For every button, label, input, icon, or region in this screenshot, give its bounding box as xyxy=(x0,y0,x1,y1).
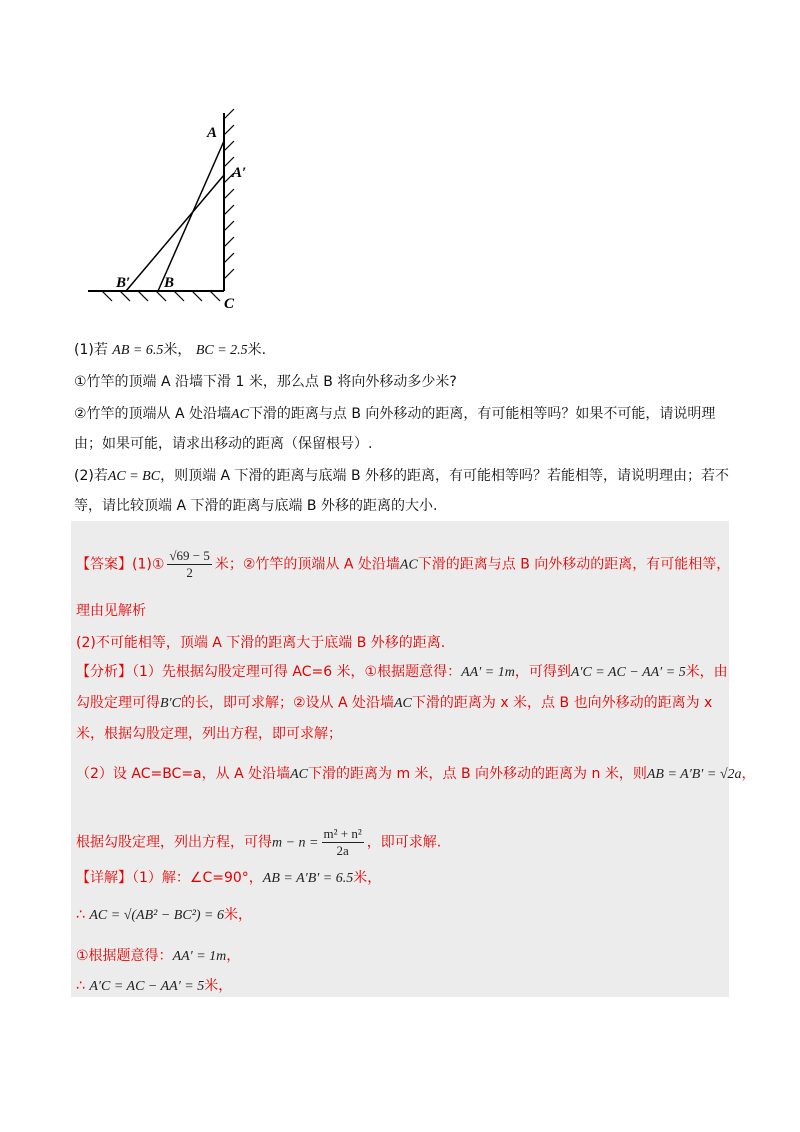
ladder-figure xyxy=(82,105,252,315)
analysis-line-1: 【分析】（1）先根据勾股定理可得 AC=6 米，①根据题意得：AA′ = 1m，可得到A′C = AC − AA′ = 5米，由 xyxy=(76,664,728,680)
label-a: A xyxy=(207,125,218,141)
label-b-prime: B′ xyxy=(116,275,131,291)
question-1-sub2: ②竹竿的顶端从 A 处沿墙AC下滑的距离与点 B 向外移动的距离，有可能相等吗？如果不可能，请说明理 xyxy=(74,406,716,422)
math-bc: BC = 2.5 xyxy=(195,343,248,358)
answer-fraction: $\frac{√69 - 5}{2}$ xyxy=(169,548,210,580)
question-1-sub2-cont: 由；如果可能，请求出移动的距离（保留根号）. xyxy=(74,436,373,452)
analysis-line-4: （2）设 AC=BC=a，从 A 处沿墙AC下滑的距离为 m 米，点 B 向外移动的距离为 n 米，则AB = A′B′ = √2a， xyxy=(76,766,756,782)
analysis-line-2: 勾股定理可得B′C的长，即可求解；②设从 A 处沿墙AC下滑的距离为 x 米，点 B 也向外移动的距离为 x xyxy=(76,695,713,711)
label-c: C xyxy=(224,296,235,312)
answer-line-3: (2)不可能相等，顶端 A 下滑的距离大于底端 B 外移的距离. xyxy=(76,635,446,651)
analysis-line-5: 根据勾股定理，列出方程，可得m − n = $\frac{\text{m² + n²}}{2a}$ ，即可求解. xyxy=(76,826,442,858)
analysis-line-3: 米，根据勾股定理，列出方程，即可求解； xyxy=(76,726,342,742)
math-ab: AB = 6.5 xyxy=(112,343,164,358)
question-2-cont: 等，请比较顶端 A 下滑的距离与底端 B 外移的距离的大小. xyxy=(74,498,438,514)
detail-line-4: ∴ A′C = AC − AA′ = 5米， xyxy=(76,978,233,994)
label-b: B xyxy=(164,275,175,291)
detail-line-1: 【详解】（1）解：∠C=90°，AB = A′B′ = 6.5米， xyxy=(76,870,382,886)
answer-line-1: 【答案】(1)① $\frac{√69 - 5}{2}$ 米；②竹竿的顶端从 A 处沿墙AC下滑的距离与点 B 向外移动的距离，有可能相等， xyxy=(76,548,731,580)
detail-line-3: ①根据题意得：AA′ = 1m， xyxy=(76,948,241,964)
question-1-intro: (1)若 AB = 6.5米， BC = 2.5米. xyxy=(74,342,267,358)
analysis-fraction: $\frac{\text{m² + n²}}{2a}$ xyxy=(323,826,362,858)
question-1-sub1: ①竹竿的顶端 A 沿墙下滑 1 米，那么点 B 将向外移动多少米? xyxy=(74,374,457,390)
question-2: (2)若AC = BC，则顶端 A 下滑的距离与底端 B 外移的距离，有可能相等吗？若能相等，请说明理由；若不 xyxy=(74,468,730,484)
answer-line-2: 理由见解析 xyxy=(76,603,146,619)
detail-line-2: ∴ AC = √(AB² − BC²) = 6米， xyxy=(76,907,253,923)
label-a-prime: A′ xyxy=(232,165,247,181)
